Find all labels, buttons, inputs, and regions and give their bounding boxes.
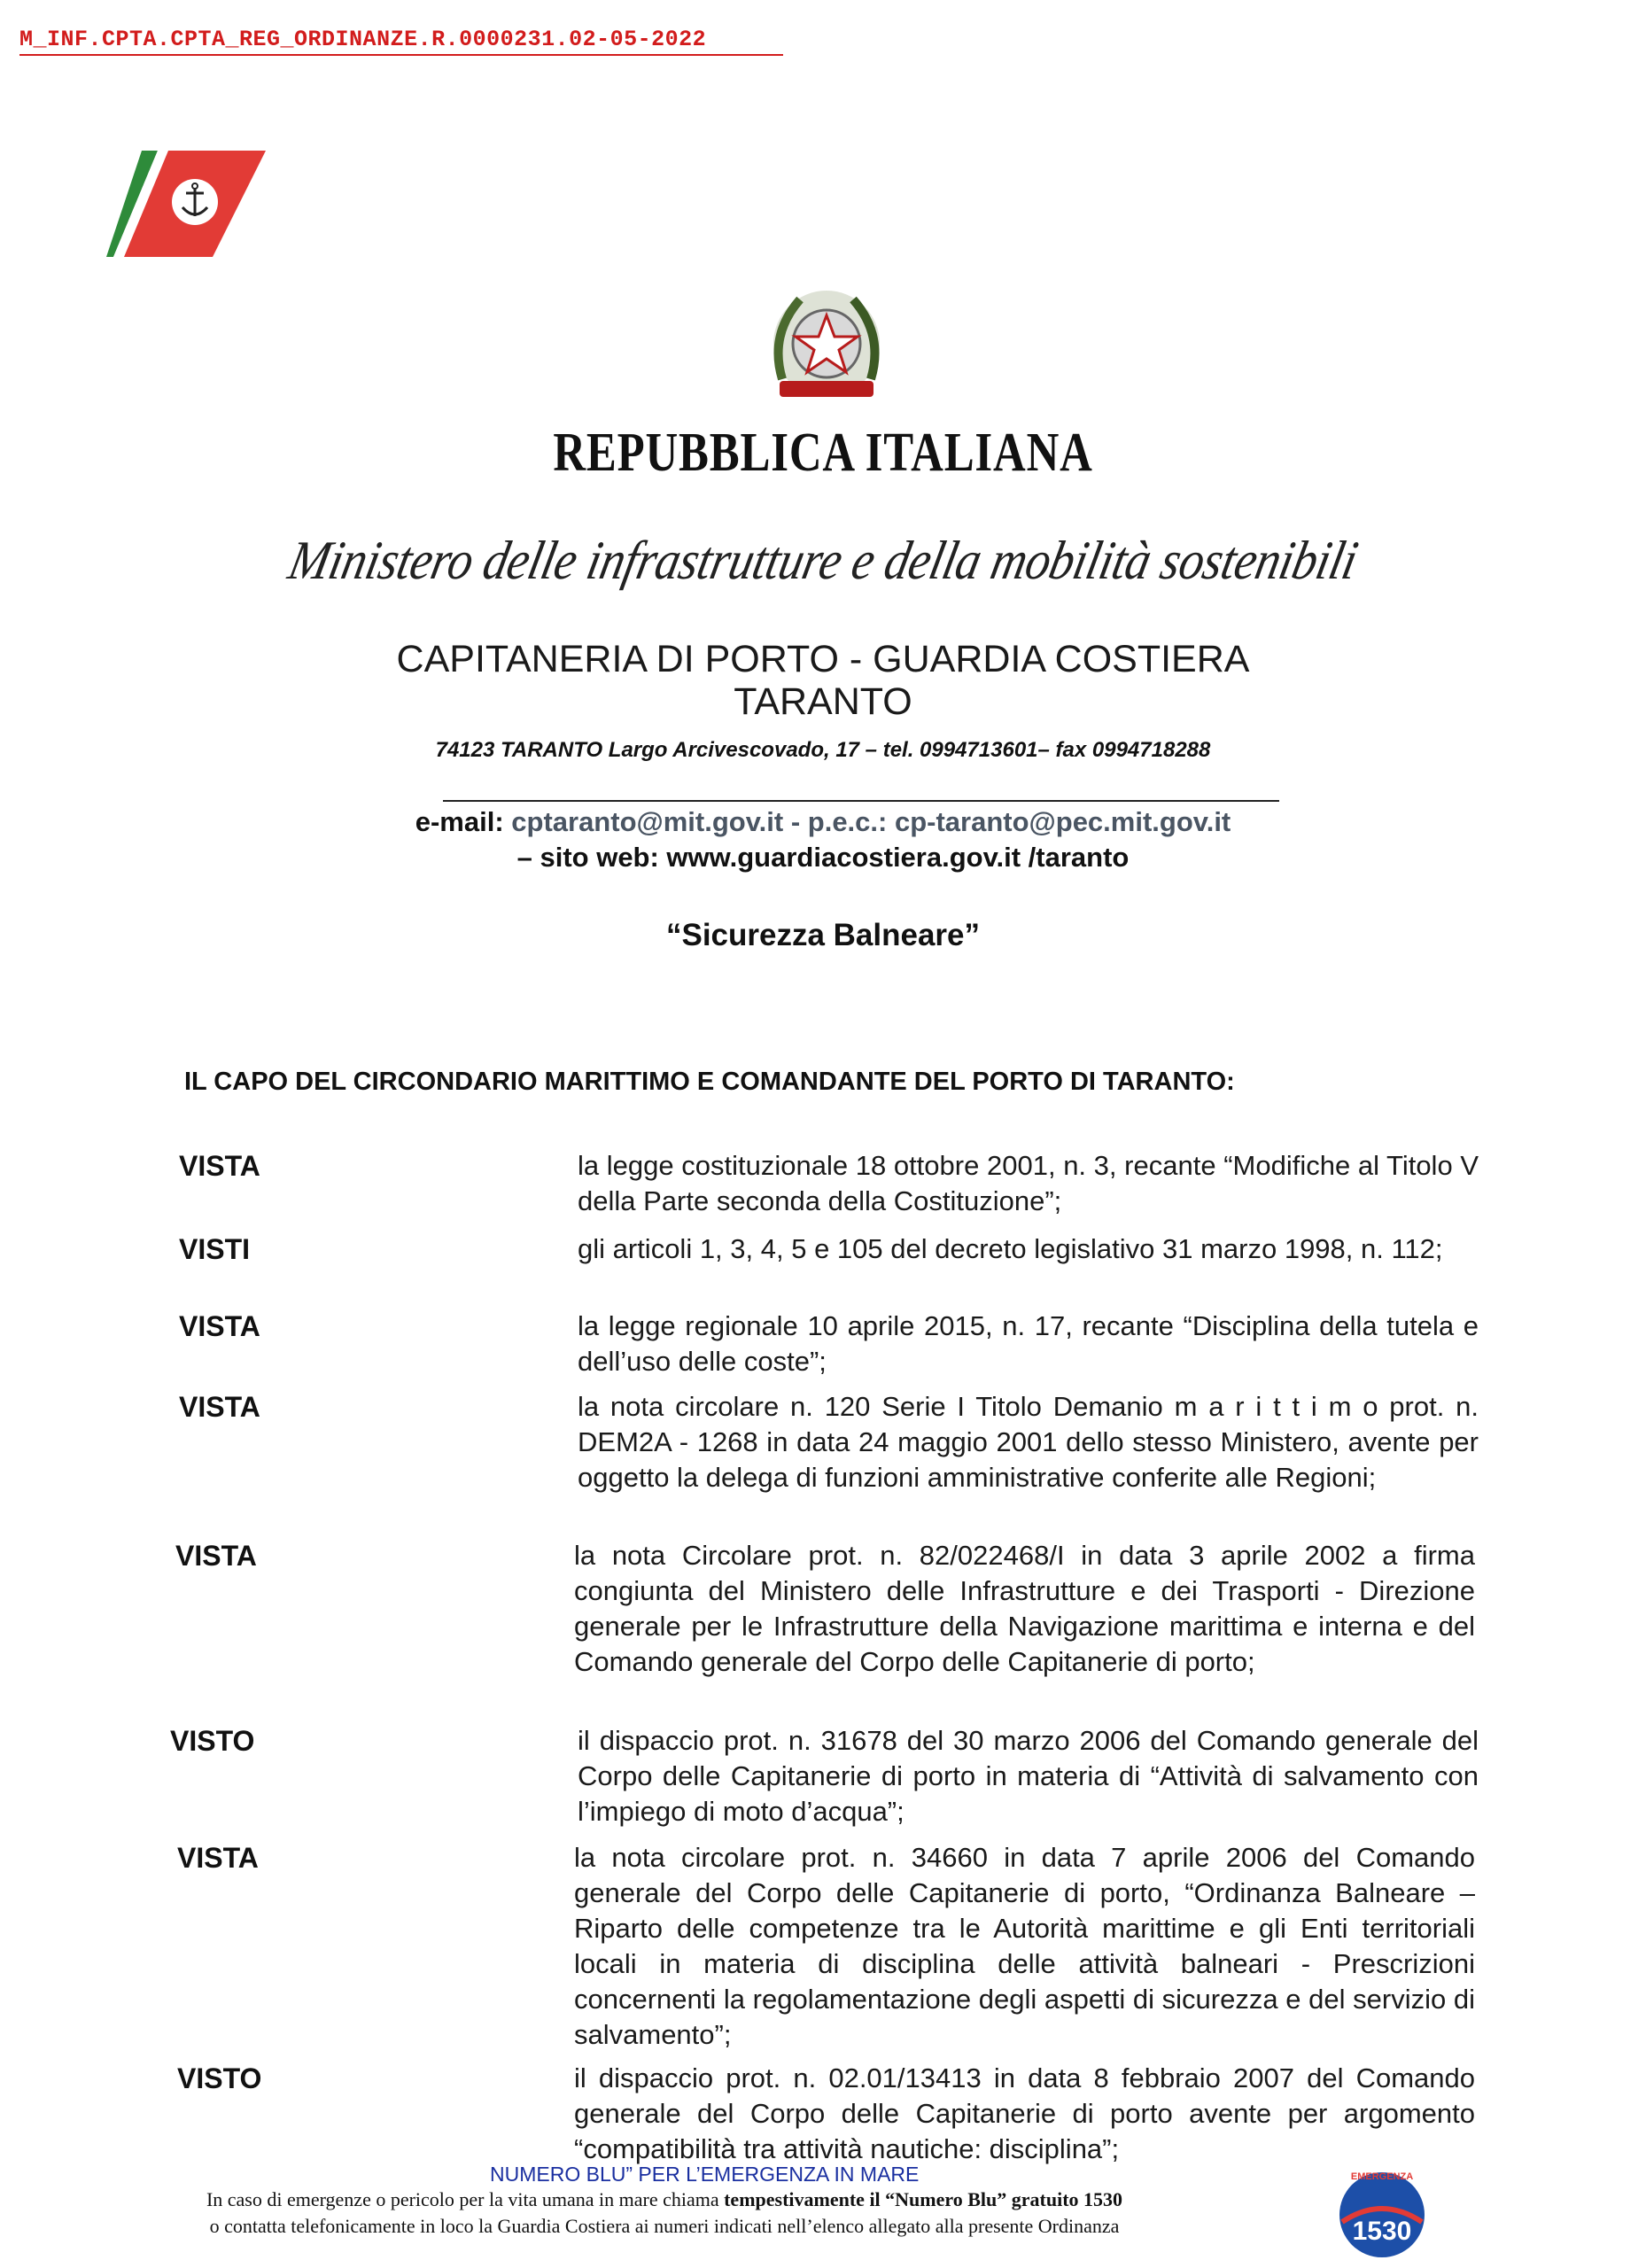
document-heading: IL CAPO DEL CIRCONDARIO MARITTIMO E COMANDANTE DEL PORTO DI TARANTO: [184, 1068, 1235, 1096]
footer-line-2: o contatta telefonicamente in loco la Guardia Costiera ai numeri indicati nell’elenco allegato alla presente Ordinanza [209, 2215, 1120, 2237]
recital-label: VISTO [177, 2062, 262, 2094]
recital-text: la nota Circolare prot. n. 82/022468/I in data 3 aprile 2002 a firma congiunta del Ministero delle Infrastrutture e dei Trasporti - Direzione generale per le Infrastrutture della Navigazione marittima e interna e del Comando generale del Corpo delle Capitanerie di porto; [574, 1540, 1475, 1677]
blue-number-banner: NUMERO BLU” PER L’EMERGENZA IN MARE [490, 2163, 920, 2186]
recital-text: il dispaccio prot. n. 02.01/13413 in data 8 febbraio 2007 del Comando generale del Corpo delle Capitanerie di porto avente per argomento “compatibilità tra attività nautiche: disciplina”; [574, 2062, 1475, 2164]
protocol-code: M_INF.CPTA.CPTA_REG_ORDINANZE.R.0000231.02-05-2022 [19, 27, 707, 52]
recital-text: gli articoli 1, 3, 4, 5 e 105 del decreto legislativo 31 marzo 1998, n. 112; [578, 1233, 1443, 1264]
logo-number: 1530 [1352, 2217, 1412, 2246]
office-name [0, 638, 1646, 723]
recital-label: VISTO [170, 1725, 255, 1757]
footer-line-1-start: In caso di emergenze o pericolo per la vita umana in mare chiama [206, 2188, 725, 2210]
recital-label: VISTI [179, 1233, 251, 1265]
footer-line-1-emphasis: tempestivamente il “Numero Blu” gratuito 1530 [724, 2188, 1123, 2210]
ministry-name: Ministero delle infrastrutture e della mobilità sostenibili [283, 531, 1363, 591]
email-label: e-mail: [415, 806, 504, 837]
recital-label: VISTA [175, 1540, 257, 1572]
website-link[interactable]: – sito web: www.guardiacostiera.gov.it /taranto [516, 842, 1130, 873]
logo-top-text: EMERGENZA [1350, 2171, 1414, 2182]
office-address: 74123 TARANTO Largo Arcivescovado, 17 – tel. 0994713601– fax 0994718288 [435, 738, 1211, 762]
italian-republic-emblem [760, 282, 893, 415]
republic-title: REPUBBLICA ITALIANA [553, 423, 1093, 483]
recital-label: VISTA [179, 1391, 260, 1423]
protocol-underline [19, 54, 783, 56]
pec-link[interactable]: - p.e.c.: cp-taranto@pec.mit.gov.it [783, 806, 1231, 837]
recital-text: il dispaccio prot. n. 31678 del 30 marzo 2006 del Comando generale del Corpo delle Capitanerie di porto in materia di “Attività di salvamento con l’impiego di moto d’acqua”; [578, 1725, 1479, 1827]
header-divider [443, 800, 1279, 802]
email-link[interactable]: cptaranto@mit.gov.it [511, 806, 784, 837]
recital-text: la nota circolare n. 120 Serie I Titolo Demanio m a r i t t i m o prot. n. DEM2A - 1268 in data 24 maggio 2001 dello stesso Ministero, avente per oggetto la delega di funzioni amministrative conferite alle Regioni; [578, 1391, 1479, 1493]
recital-label: VISTA [177, 1842, 259, 1874]
recital-label: VISTA [179, 1150, 260, 1182]
recital-text: la nota circolare prot. n. 34660 in data 7 aprile 2006 del Comando generale del Corpo delle Capitanerie di porto, “Ordinanza Balneare – Riparto delle competenze tra le Autorità marittime e gli Enti territoriali locali in materia di disciplina delle attività balneari - Prescrizioni concernenti la regolamentazione degli aspetti di sicurezza e del servizio di salvamento”; [574, 1842, 1475, 2050]
recital-label: VISTA [179, 1310, 260, 1342]
coast-guard-logo [106, 151, 275, 266]
contact-line [0, 806, 1646, 838]
recital-text: la legge regionale 10 aprile 2015, n. 17, recante “Disciplina della tutela e dell’uso delle coste”; [578, 1310, 1479, 1377]
recital-text: la legge costituzionale 18 ottobre 2001, n. 3, recante “Modifiche al Titolo V della Parte seconda della Costituzione”; [578, 1150, 1479, 1216]
numero-blu-1530-logo [1333, 2160, 1431, 2262]
document-subtitle: “Sicurezza Balneare” [665, 918, 981, 952]
office-title: CAPITANERIA DI PORTO - GUARDIA COSTIERA [396, 638, 1250, 680]
footer-line-1 [133, 2188, 1196, 2211]
office-city: TARANTO [734, 680, 912, 723]
